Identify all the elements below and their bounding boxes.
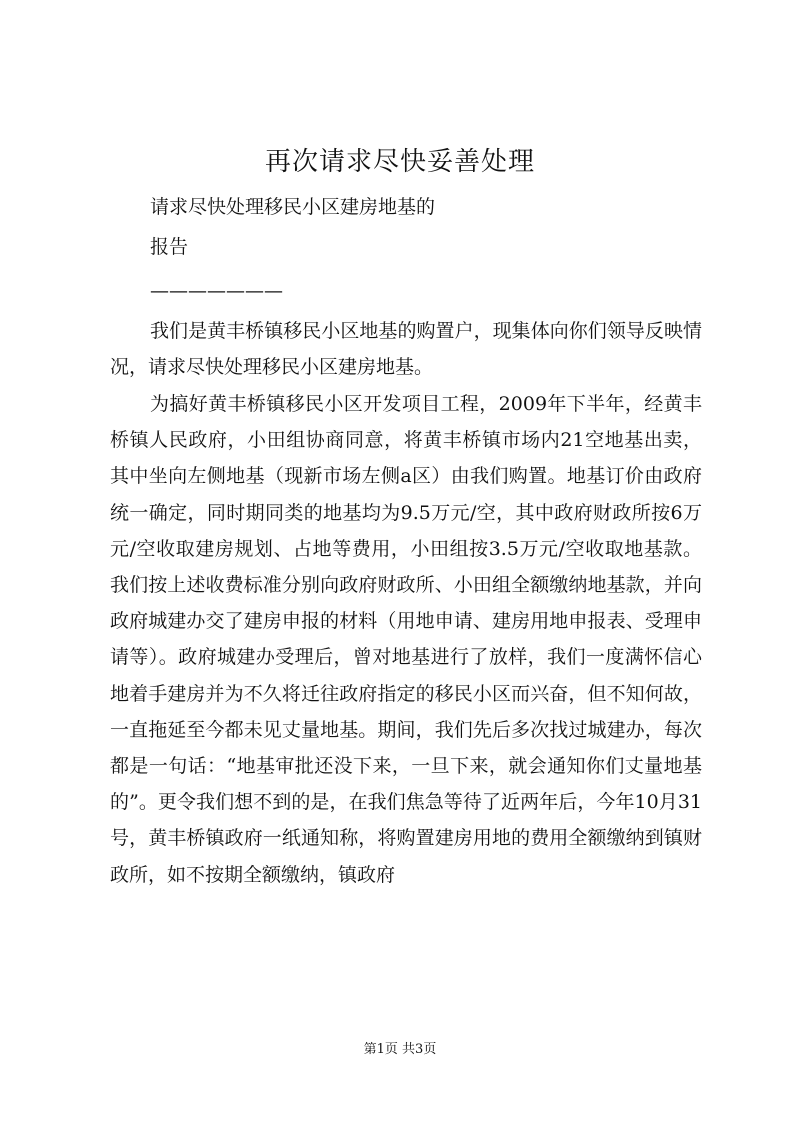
page-footer: 第1页 共3页 [363, 1042, 437, 1057]
document-title: 再次请求尽快妥善处理 [264, 147, 535, 177]
document-subtitle-line-1: 请求尽快处理移民小区建房地基的 [150, 196, 436, 218]
body-paragraph-2: 为搞好黄丰桥镇移民小区开发项目工程，2009年下半年，经黄丰桥镇人民政府，小田组协商同意，将黄丰桥镇市场内21空地基出卖，其中坐向左侧地基（现新市场左侧a区）由我们购置。地基订价由政府统一确定，同时期同类的地基均为9.5万元/空，其中政府财政所按6万元/空收取建房规划、占地等费用，小田组按3.5万元/空收取地基款。我们按上述收费标准分别向政府财政所、小田组全额缴纳地基款，并向政府城建办交了建房申报的材料（用地申请、建房用地申报表、受理申请等）。政府城建办受理后，曾对地基进行了放样，我们一度满怀信心地着手建房并为不久将迁往政府指定的移民小区而兴奋，但不知何故，一直拖延至今都未见丈量地基。期间，我们先后多次找过城建办，每次都是一句话：“地基审批还没下来，一旦下来，就会通知你们丈量地基的”。更令我们想不到的是，在我们焦急等待了近两年后，今年10月31号，黄丰桥镇政府一纸通知称，将购置建房用地的费用全额缴纳到镇财政所，如不按期全额缴纳，镇政府 [110, 393, 702, 886]
body-paragraph-1: 我们是黄丰桥镇移民小区地基的购置户，现集体向你们领导反映情况，请求尽快处理移民小区建房地基。 [110, 320, 702, 379]
separator-line: ——————— [150, 280, 283, 302]
document-subtitle-line-2: 报告 [150, 236, 189, 258]
